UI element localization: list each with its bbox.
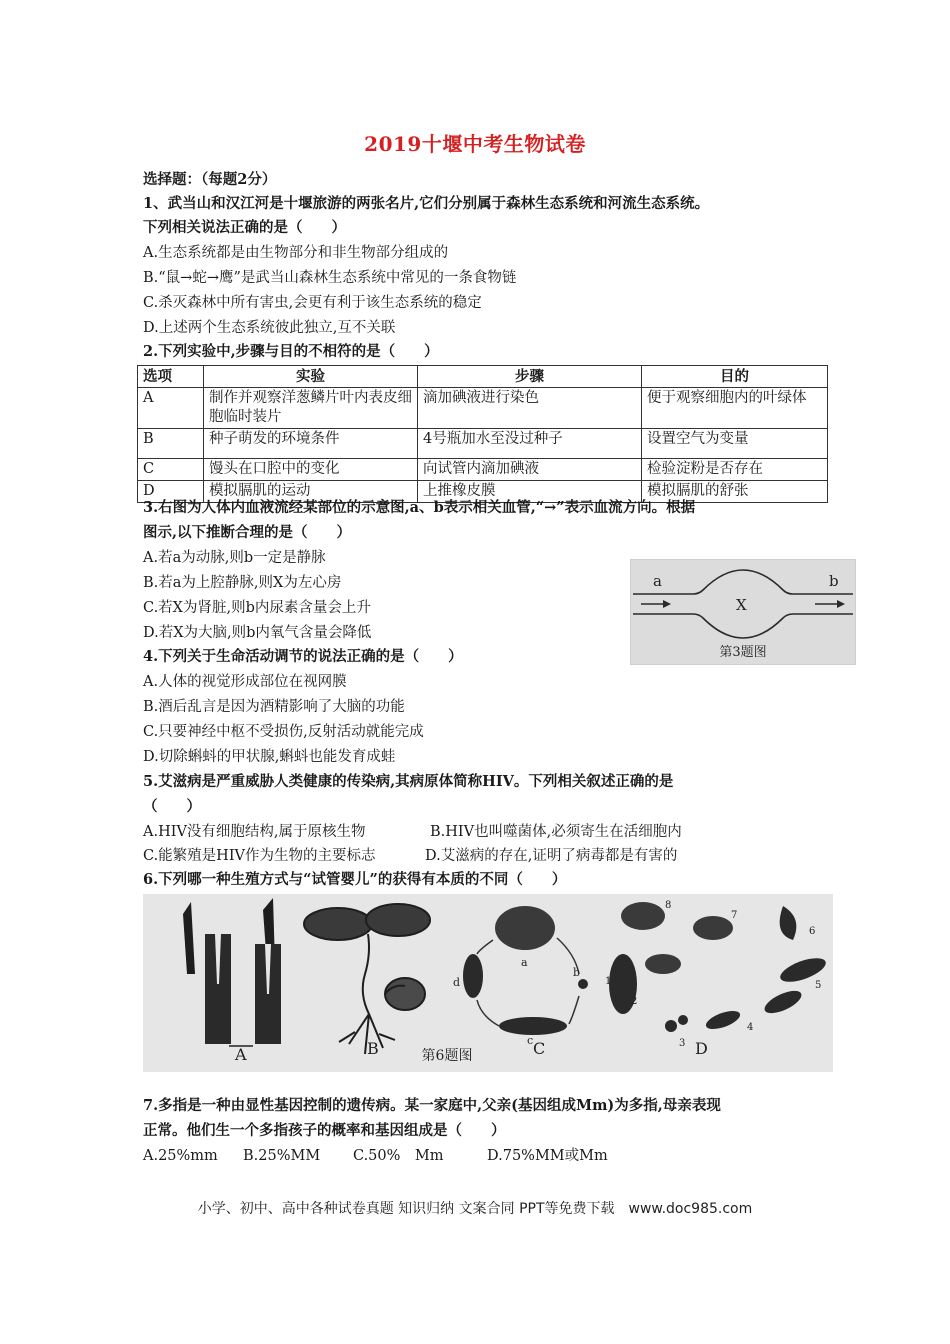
frog-stage-4: 4 bbox=[747, 1022, 754, 1033]
table-cell-goal: 设置空气为变量 bbox=[642, 429, 828, 459]
table-cell-goal: 模拟膈肌的舒张 bbox=[642, 481, 828, 503]
q1-stem-line1: 1、武当山和汉江河是十堰旅游的两张名片,它们分别属于森林生态系统和河流生态系统。 bbox=[143, 195, 710, 212]
panel-label-a: A bbox=[235, 1045, 247, 1064]
table-cell-experiment: 种子萌发的环境条件 bbox=[204, 429, 418, 459]
q3-figure bbox=[630, 559, 856, 665]
q4-option-c: C.只要神经中枢不受损伤,反射活动就能完成 bbox=[143, 724, 424, 740]
panel-label-b: B bbox=[367, 1039, 379, 1058]
q5-stem-line1: 5.艾滋病是严重威胁人类健康的传染病,其病原体简称HIV。下列相关叙述正确的是 bbox=[143, 773, 674, 790]
figure-caption: 第6题图 bbox=[421, 1048, 473, 1064]
q1-option-d: D.上述两个生态系统彼此独立,互不关联 bbox=[143, 320, 396, 336]
life-cycle-illustration bbox=[463, 906, 588, 1035]
page-title: 2019十堰中考生物试卷 bbox=[364, 132, 586, 156]
grafting-illustration bbox=[183, 898, 281, 1046]
frog-stage-7: 7 bbox=[731, 910, 738, 921]
reproduction-figure bbox=[143, 894, 833, 1072]
q3-option-b: B.若a为上腔静脉,则X为左心房 bbox=[143, 575, 342, 591]
q7-stem-line2: 正常。他们生一个多指孩子的概率和基因组成是（ ） bbox=[143, 1122, 506, 1139]
q4-stem: 4.下列关于生命活动调节的说法正确的是（ ） bbox=[143, 648, 463, 665]
table-cell-goal: 便于观察细胞内的叶绿体 bbox=[642, 388, 828, 429]
table-cell-goal: 检验淀粉是否存在 bbox=[642, 459, 828, 481]
q5-option-d: D.艾滋病的存在,证明了病毒都是有害的 bbox=[425, 848, 678, 864]
q2-stem: 2.下列实验中,步骤与目的不相符的是（ ） bbox=[143, 343, 439, 360]
q4-option-b: B.酒后乱言是因为酒精影响了大脑的功能 bbox=[143, 699, 405, 715]
table-header-goal: 目的 bbox=[642, 366, 828, 388]
arrow-head-left bbox=[663, 600, 671, 608]
blood-flow-diagram bbox=[631, 560, 855, 664]
q7-option-b: B.25%MM bbox=[243, 1148, 321, 1164]
q6-stem: 6.下列哪一种生殖方式与“试管婴儿”的获得有本质的不同（ ） bbox=[143, 871, 567, 888]
frog-stage-8: 8 bbox=[665, 900, 672, 911]
page-footer: 小学、初中、高中各种试卷真题 知识归纳 文案合同 PPT等免费下载 www.doc985.com bbox=[197, 1201, 753, 1217]
q5-option-a: A.HIV没有细胞结构,属于原核生物 bbox=[143, 824, 366, 840]
q1-option-b: B.“鼠→蛇→鹰”是武当山森林生态系统中常见的一条食物链 bbox=[143, 270, 517, 286]
q7-option-c: C.50% Mm bbox=[353, 1148, 444, 1164]
table-header-option: 选项 bbox=[138, 366, 204, 388]
frog-development-illustration bbox=[609, 902, 829, 1033]
figure-caption: 第3题图 bbox=[719, 645, 767, 660]
table-row bbox=[138, 429, 828, 459]
q1-option-a: A.生态系统都是由生物部分和非生物部分组成的 bbox=[143, 245, 449, 261]
q3-stem-line2: 图示,以下推断合理的是（ ） bbox=[143, 524, 352, 541]
table-cell-experiment: 馒头在口腔中的变化 bbox=[204, 459, 418, 481]
frog-stage-6: 6 bbox=[809, 926, 816, 937]
q4-option-a: A.人体的视觉形成部位在视网膜 bbox=[143, 674, 347, 690]
section-heading: 选择题：（每题2分） bbox=[143, 171, 277, 188]
label-b: b bbox=[829, 572, 839, 590]
table-row bbox=[138, 459, 828, 481]
q3-option-c: C.若X为肾脏,则b内尿素含量会上升 bbox=[143, 600, 371, 616]
table-row bbox=[138, 388, 828, 429]
q3-option-a: A.若a为动脉,则b一定是静脉 bbox=[143, 550, 326, 566]
table-cell-experiment: 模拟膈肌的运动 bbox=[204, 481, 418, 503]
table-cell-step: 向试管内滴加碘液 bbox=[418, 459, 642, 481]
table-cell-step: 上推橡皮膜 bbox=[418, 481, 642, 503]
label-x: X bbox=[736, 596, 747, 614]
table-cell-experiment: 制作并观察洋葱鳞片叶内表皮细胞临时装片 bbox=[204, 388, 418, 429]
q3-stem-line1: 3.右图为人体内血液流经某部位的示意图,a、b表示相关血管,“→”表示血流方向。根据 bbox=[143, 499, 696, 516]
frog-stage-3: 3 bbox=[679, 1038, 686, 1049]
q7-option-a: A.25%mm bbox=[143, 1148, 218, 1164]
q5-option-b: B.HIV也叫噬菌体,必须寄生在活细胞内 bbox=[430, 824, 682, 840]
q5-stem-line2: （ ） bbox=[143, 798, 201, 815]
q2-table bbox=[137, 365, 828, 503]
frog-stage-5: 5 bbox=[815, 980, 822, 991]
cycle-label-c: c bbox=[527, 1034, 534, 1047]
frog-stage-2: 2 bbox=[631, 996, 638, 1007]
q7-stem-line1: 7.多指是一种由显性基因控制的遗传病。某一家庭中,父亲(基因组成Mm)为多指,母亲表现 bbox=[143, 1097, 721, 1114]
table-cell-step: 4号瓶加水至没过种子 bbox=[418, 429, 642, 459]
q1-stem-line2: 下列相关说法正确的是（ ） bbox=[143, 219, 346, 236]
label-a: a bbox=[653, 572, 662, 590]
table-cell-option: B bbox=[138, 429, 204, 459]
cycle-label-a: a bbox=[521, 956, 528, 969]
seedling-illustration bbox=[304, 904, 430, 1054]
q6-figure bbox=[143, 894, 833, 1072]
q7-option-d: D.75%MM或Mm bbox=[487, 1148, 608, 1164]
frog-stage-1: 1 bbox=[605, 976, 612, 987]
table-cell-option: D bbox=[138, 481, 204, 503]
table-header-row bbox=[138, 366, 828, 388]
table-header-experiment: 实验 bbox=[204, 366, 418, 388]
table-header-step: 步骤 bbox=[418, 366, 642, 388]
q4-option-d: D.切除蝌蚪的甲状腺,蝌蚪也能发育成蛙 bbox=[143, 749, 396, 765]
q1-option-c: C.杀灭森林中所有害虫,会更有利于该生态系统的稳定 bbox=[143, 295, 482, 311]
cycle-label-d: d bbox=[453, 976, 461, 989]
table-cell-option: A bbox=[138, 388, 204, 429]
panel-label-c: C bbox=[533, 1039, 546, 1058]
cycle-label-b: b bbox=[573, 966, 581, 979]
table-cell-option: C bbox=[138, 459, 204, 481]
table-cell-step: 滴加碘液进行染色 bbox=[418, 388, 642, 429]
arrow-head-right bbox=[837, 600, 845, 608]
panel-label-d: D bbox=[695, 1039, 708, 1058]
q3-option-d: D.若X为大脑,则b内氧气含量会降低 bbox=[143, 625, 372, 641]
q5-option-c: C.能繁殖是HIV作为生物的主要标志 bbox=[143, 848, 376, 864]
